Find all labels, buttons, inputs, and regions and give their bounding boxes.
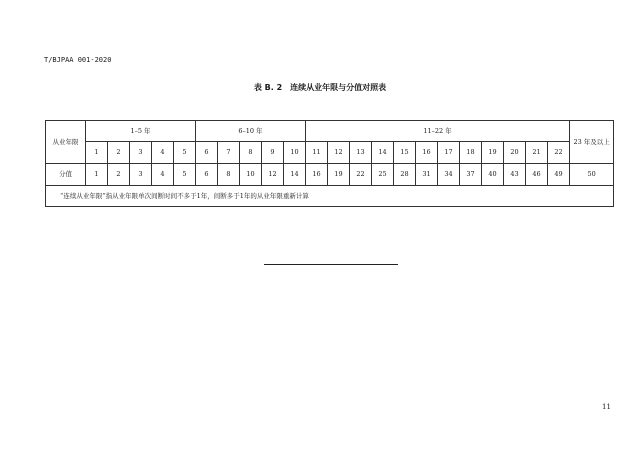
score-cell: 1 — [86, 164, 108, 186]
year-cell: 14 — [372, 142, 394, 164]
year-cell: 12 — [328, 142, 350, 164]
year-cell: 5 — [174, 142, 196, 164]
year-cell: 18 — [460, 142, 482, 164]
year-cell: 1 — [86, 142, 108, 164]
score-cell: 22 — [350, 164, 372, 186]
year-cell: 11 — [306, 142, 328, 164]
year-cell: 2 — [108, 142, 130, 164]
year-cell: 17 — [438, 142, 460, 164]
year-cell: 8 — [240, 142, 262, 164]
score-cell: 46 — [526, 164, 548, 186]
year-cell: 13 — [350, 142, 372, 164]
score-cell: 4 — [152, 164, 174, 186]
year-cell: 3 — [130, 142, 152, 164]
year-cell: 20 — [504, 142, 526, 164]
group-6-10: 6–10 年 — [196, 121, 306, 142]
score-cell: 34 — [438, 164, 460, 186]
score-cell: 43 — [504, 164, 526, 186]
document-id: T/BJPAA 001-2020 — [44, 56, 112, 64]
score-cell: 3 — [130, 164, 152, 186]
page-number: 11 — [602, 403, 611, 411]
row-header-years: 从业年限 — [46, 121, 86, 164]
table-caption: 表 B. 2 连续从业年限与分值对照表 — [253, 83, 387, 92]
year-cell: 9 — [262, 142, 284, 164]
group-11-22: 11–22 年 — [306, 121, 570, 142]
table-note: “连续从业年限”指从业年限单次间断时间不多于1年，间断多于1年的从业年限重新计算 — [46, 186, 614, 207]
year-cell: 15 — [394, 142, 416, 164]
score-cell: 14 — [284, 164, 306, 186]
table-row — [46, 164, 614, 186]
year-cell: 22 — [548, 142, 570, 164]
score-cell: 19 — [328, 164, 350, 186]
end-rule-line — [264, 264, 398, 265]
score-cell: 16 — [306, 164, 328, 186]
years-score-table — [45, 120, 614, 207]
group-1-5: 1–5 年 — [86, 121, 196, 142]
year-cell: 6 — [196, 142, 218, 164]
score-cell: 28 — [394, 164, 416, 186]
score-cell: 25 — [372, 164, 394, 186]
score-cell-23-plus: 50 — [570, 164, 614, 186]
score-cell: 8 — [218, 164, 240, 186]
table-row — [46, 142, 614, 164]
score-cell: 10 — [240, 164, 262, 186]
year-cell: 16 — [416, 142, 438, 164]
score-cell: 5 — [174, 164, 196, 186]
score-cell: 12 — [262, 164, 284, 186]
score-cell: 40 — [482, 164, 504, 186]
score-cell: 6 — [196, 164, 218, 186]
year-cell: 21 — [526, 142, 548, 164]
group-23-plus: 23 年及以上 — [570, 121, 614, 164]
year-cell: 4 — [152, 142, 174, 164]
score-cell: 37 — [460, 164, 482, 186]
year-cell: 10 — [284, 142, 306, 164]
score-cell: 31 — [416, 164, 438, 186]
row-header-score: 分值 — [46, 164, 86, 186]
year-cell: 19 — [482, 142, 504, 164]
year-cell: 7 — [218, 142, 240, 164]
table-row — [46, 121, 614, 142]
score-cell: 49 — [548, 164, 570, 186]
score-cell: 2 — [108, 164, 130, 186]
table-row — [46, 186, 614, 207]
